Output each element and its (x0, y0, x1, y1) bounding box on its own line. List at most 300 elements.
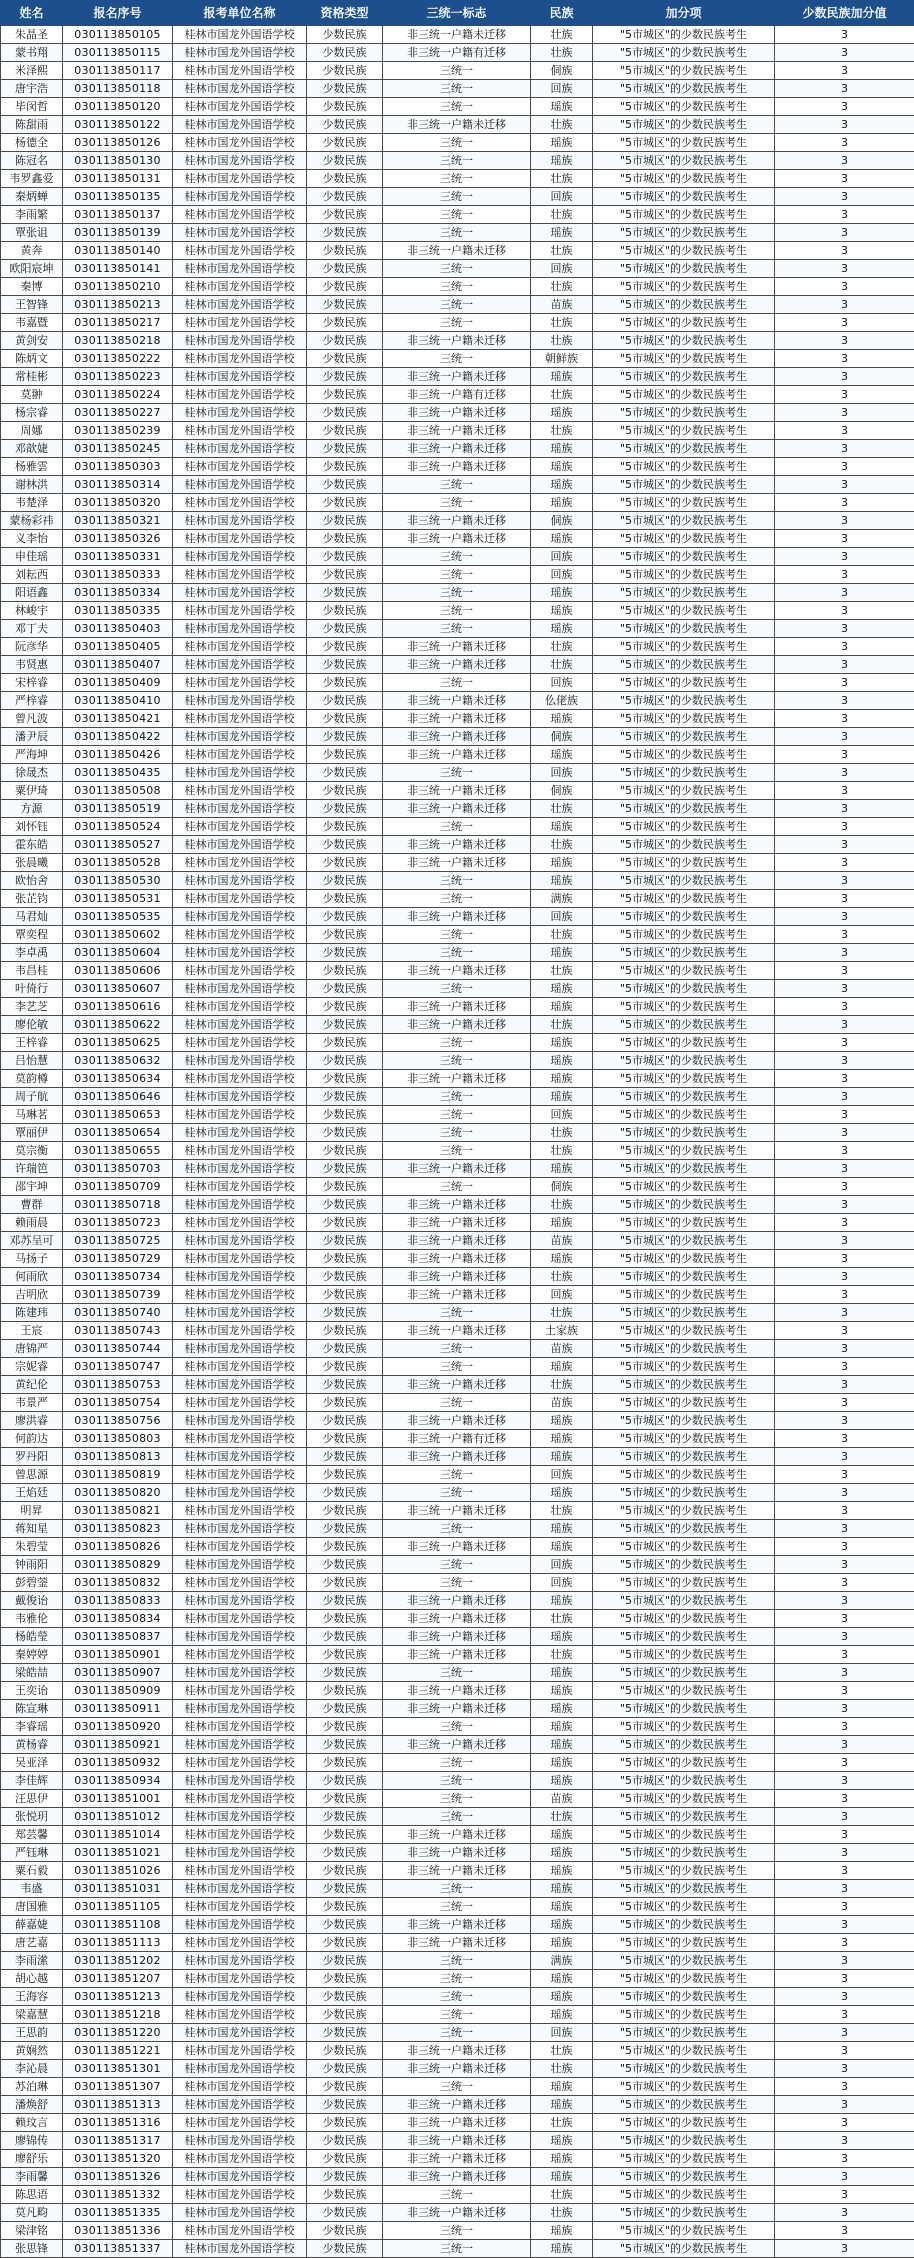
school-cell: 桂林市国龙外国语学校 (173, 1232, 307, 1250)
table-row (1, 1592, 914, 1610)
type-cell: 少数民族 (307, 1808, 383, 1826)
ethnicity-cell: 满族 (531, 890, 593, 908)
ethnicity-cell: 侗族 (531, 728, 593, 746)
bonus-item-cell: "5市城区"的少数民族考生 (593, 1430, 775, 1448)
type-cell: 少数民族 (307, 692, 383, 710)
bonus-item-cell: "5市城区"的少数民族考生 (593, 530, 775, 548)
bonus-item-cell: "5市城区"的少数民族考生 (593, 1376, 775, 1394)
unified-flag-cell: 三统一 (383, 1106, 531, 1124)
bonus-value-cell: 3 (775, 1016, 914, 1034)
name-cell: 蒋知星 (1, 1520, 63, 1538)
school-cell: 桂林市国龙外国语学校 (173, 494, 307, 512)
bonus-item-cell: "5市城区"的少数民族考生 (593, 728, 775, 746)
table-row (1, 2186, 914, 2204)
unified-flag-cell: 非三统一户籍未迁移 (383, 836, 531, 854)
unified-flag-cell: 非三统一户籍未迁移 (383, 1916, 531, 1934)
bonus-value-cell: 3 (775, 1718, 914, 1736)
ethnicity-cell: 壮族 (531, 116, 593, 134)
table-row (1, 296, 914, 314)
bonus-value-cell: 3 (775, 2186, 914, 2204)
reg-no-cell: 030113850911 (63, 1700, 173, 1718)
ethnicity-cell: 瑶族 (531, 1880, 593, 1898)
school-cell: 桂林市国龙外国语学校 (173, 1610, 307, 1628)
school-cell: 桂林市国龙外国语学校 (173, 2168, 307, 2186)
unified-flag-cell: 非三统一户籍未迁移 (383, 998, 531, 1016)
school-cell: 桂林市国龙外国语学校 (173, 1286, 307, 1304)
reg-no-cell: 030113850118 (63, 80, 173, 98)
unified-flag-cell: 非三统一户籍未迁移 (383, 2096, 531, 2114)
unified-flag-cell: 非三统一户籍未迁移 (383, 728, 531, 746)
unified-flag-cell: 三统一 (383, 2024, 531, 2042)
unified-flag-cell: 非三统一户籍未迁移 (383, 2114, 531, 2132)
ethnicity-cell: 瑶族 (531, 1088, 593, 1106)
name-cell: 韦雅伦 (1, 1610, 63, 1628)
name-cell: 罗丹阳 (1, 1448, 63, 1466)
reg-no-cell: 030113850303 (63, 458, 173, 476)
bonus-value-cell: 3 (775, 332, 914, 350)
ethnicity-cell: 瑶族 (531, 1862, 593, 1880)
table-row (1, 1934, 914, 1952)
name-cell: 陈冠名 (1, 152, 63, 170)
bonus-item-cell: "5市城区"的少数民族考生 (593, 836, 775, 854)
name-cell: 陈甜雨 (1, 116, 63, 134)
ethnicity-cell: 瑶族 (531, 1484, 593, 1502)
name-cell: 张晨曦 (1, 854, 63, 872)
school-cell: 桂林市国龙外国语学校 (173, 260, 307, 278)
table-row (1, 1880, 914, 1898)
reg-no-cell: 030113850723 (63, 1214, 173, 1232)
bonus-value-cell: 3 (775, 1700, 914, 1718)
bonus-value-cell: 3 (775, 1214, 914, 1232)
bonus-item-cell: "5市城区"的少数民族考生 (593, 566, 775, 584)
school-cell: 桂林市国龙外国语学校 (173, 2006, 307, 2024)
bonus-item-cell: "5市城区"的少数民族考生 (593, 1808, 775, 1826)
type-cell: 少数民族 (307, 26, 383, 44)
ethnicity-cell: 侗族 (531, 782, 593, 800)
type-cell: 少数民族 (307, 170, 383, 188)
bonus-value-cell: 3 (775, 2078, 914, 2096)
reg-no-cell: 030113850754 (63, 1394, 173, 1412)
reg-no-cell: 030113850654 (63, 1124, 173, 1142)
unified-flag-cell: 非三统一户籍未迁移 (383, 1592, 531, 1610)
unified-flag-cell: 三统一 (383, 152, 531, 170)
unified-flag-cell: 三统一 (383, 2078, 531, 2096)
school-cell: 桂林市国龙外国语学校 (173, 620, 307, 638)
bonus-item-cell: "5市城区"的少数民族考生 (593, 2078, 775, 2096)
reg-no-cell: 030113850333 (63, 566, 173, 584)
name-cell: 张芷钧 (1, 890, 63, 908)
table-row (1, 1988, 914, 2006)
reg-no-cell: 030113850743 (63, 1322, 173, 1340)
ethnicity-cell: 瑶族 (531, 710, 593, 728)
bonus-value-cell: 3 (775, 1772, 914, 1790)
bonus-value-cell: 3 (775, 692, 914, 710)
bonus-item-cell: "5市城区"的少数民族考生 (593, 998, 775, 1016)
bonus-item-cell: "5市城区"的少数民族考生 (593, 80, 775, 98)
bonus-item-cell: "5市城区"的少数民族考生 (593, 818, 775, 836)
name-cell: 周子航 (1, 1088, 63, 1106)
school-cell: 桂林市国龙外国语学校 (173, 44, 307, 62)
reg-no-cell: 030113850901 (63, 1646, 173, 1664)
bonus-value-cell: 3 (775, 2204, 914, 2222)
ethnicity-cell: 回族 (531, 566, 593, 584)
type-cell: 少数民族 (307, 872, 383, 890)
bonus-value-cell: 3 (775, 620, 914, 638)
bonus-value-cell: 3 (775, 1502, 914, 1520)
unified-flag-cell: 非三统一户籍未迁移 (383, 1628, 531, 1646)
table-row (1, 1142, 914, 1160)
unified-flag-cell: 三统一 (383, 566, 531, 584)
type-cell: 少数民族 (307, 962, 383, 980)
type-cell: 少数民族 (307, 1988, 383, 2006)
school-cell: 桂林市国龙外国语学校 (173, 26, 307, 44)
school-cell: 桂林市国龙外国语学校 (173, 890, 307, 908)
type-cell: 少数民族 (307, 584, 383, 602)
bonus-item-cell: "5市城区"的少数民族考生 (593, 692, 775, 710)
school-cell: 桂林市国龙外国语学校 (173, 1466, 307, 1484)
reg-no-cell: 030113850530 (63, 872, 173, 890)
unified-flag-cell: 三统一 (383, 206, 531, 224)
ethnicity-cell: 壮族 (531, 278, 593, 296)
bonus-item-cell: "5市城区"的少数民族考生 (593, 584, 775, 602)
type-cell: 少数民族 (307, 2222, 383, 2240)
type-cell: 少数民族 (307, 404, 383, 422)
school-cell: 桂林市国龙外国语学校 (173, 1916, 307, 1934)
name-cell: 何韵达 (1, 1430, 63, 1448)
type-cell: 少数民族 (307, 620, 383, 638)
ethnicity-cell: 瑶族 (531, 1412, 593, 1430)
school-cell: 桂林市国龙外国语学校 (173, 512, 307, 530)
unified-flag-cell: 三统一 (383, 1664, 531, 1682)
bonus-value-cell: 3 (775, 458, 914, 476)
table-row (1, 1376, 914, 1394)
ethnicity-cell: 瑶族 (531, 2222, 593, 2240)
school-cell: 桂林市国龙外国语学校 (173, 1070, 307, 1088)
bonus-item-cell: "5市城区"的少数民族考生 (593, 1646, 775, 1664)
ethnicity-cell: 壮族 (531, 836, 593, 854)
ethnicity-cell: 壮族 (531, 2204, 593, 2222)
reg-no-cell: 030113851307 (63, 2078, 173, 2096)
reg-no-cell: 030113850753 (63, 1376, 173, 1394)
name-cell: 曾凡波 (1, 710, 63, 728)
bonus-value-cell: 3 (775, 512, 914, 530)
table-row (1, 602, 914, 620)
school-cell: 桂林市国龙外国语学校 (173, 2114, 307, 2132)
ethnicity-cell: 苗族 (531, 1232, 593, 1250)
name-cell: 汪思伊 (1, 1790, 63, 1808)
bonus-item-cell: "5市城区"的少数民族考生 (593, 674, 775, 692)
ethnicity-cell: 瑶族 (531, 440, 593, 458)
reg-no-cell: 030113850120 (63, 98, 173, 116)
table-row (1, 926, 914, 944)
bonus-value-cell: 3 (775, 1484, 914, 1502)
name-cell: 阮彦华 (1, 638, 63, 656)
type-cell: 少数民族 (307, 1232, 383, 1250)
unified-flag-cell: 三统一 (383, 890, 531, 908)
unified-flag-cell: 非三统一户籍未迁移 (383, 908, 531, 926)
bonus-value-cell: 3 (775, 1034, 914, 1052)
unified-flag-cell: 三统一 (383, 548, 531, 566)
unified-flag-cell: 三统一 (383, 1052, 531, 1070)
type-cell: 少数民族 (307, 1664, 383, 1682)
type-cell: 少数民族 (307, 1502, 383, 1520)
bonus-value-cell: 3 (775, 602, 914, 620)
unified-flag-cell: 三统一 (383, 1034, 531, 1052)
unified-flag-cell: 非三统一户籍未迁移 (383, 1412, 531, 1430)
bonus-value-cell: 3 (775, 1124, 914, 1142)
bonus-item-cell: "5市城区"的少数民族考生 (593, 962, 775, 980)
school-cell: 桂林市国龙外国语学校 (173, 476, 307, 494)
ethnicity-cell: 瑶族 (531, 2240, 593, 2258)
bonus-item-cell: "5市城区"的少数民族考生 (593, 1970, 775, 1988)
bonus-value-cell: 3 (775, 1808, 914, 1826)
table-row (1, 2240, 914, 2258)
name-cell: 毕闵哲 (1, 98, 63, 116)
name-cell: 陈宣琳 (1, 1700, 63, 1718)
ethnicity-cell: 壮族 (531, 656, 593, 674)
bonus-value-cell: 3 (775, 1754, 914, 1772)
type-cell: 少数民族 (307, 1826, 383, 1844)
bonus-value-cell: 3 (775, 206, 914, 224)
table-row (1, 98, 914, 116)
name-cell: 陈建玮 (1, 1304, 63, 1322)
table-row (1, 1808, 914, 1826)
bonus-value-cell: 3 (775, 962, 914, 980)
name-cell: 唐锦严 (1, 1340, 63, 1358)
bonus-value-cell: 3 (775, 1250, 914, 1268)
unified-flag-cell: 非三统一户籍未迁移 (383, 242, 531, 260)
name-cell: 韦贤惠 (1, 656, 63, 674)
bonus-item-cell: "5市城区"的少数民族考生 (593, 1682, 775, 1700)
ethnicity-cell: 苗族 (531, 1340, 593, 1358)
name-cell: 唐艺嘉 (1, 1934, 63, 1952)
name-cell: 朱晶圣 (1, 26, 63, 44)
table-row (1, 1196, 914, 1214)
ethnicity-cell: 瑶族 (531, 980, 593, 998)
school-cell: 桂林市国龙外国语学校 (173, 1934, 307, 1952)
unified-flag-cell: 非三统一户籍未迁移 (383, 1700, 531, 1718)
bonus-item-cell: "5市城区"的少数民族考生 (593, 1718, 775, 1736)
school-cell: 桂林市国龙外国语学校 (173, 278, 307, 296)
bonus-value-cell: 3 (775, 386, 914, 404)
name-cell: 吴亚泽 (1, 1754, 63, 1772)
table-row (1, 116, 914, 134)
type-cell: 少数民族 (307, 2042, 383, 2060)
type-cell: 少数民族 (307, 1376, 383, 1394)
bonus-item-cell: "5市城区"的少数民族考生 (593, 1952, 775, 1970)
table-row (1, 1664, 914, 1682)
bonus-value-cell: 3 (775, 278, 914, 296)
bonus-value-cell: 3 (775, 566, 914, 584)
unified-flag-cell: 非三统一户籍未迁移 (383, 1286, 531, 1304)
reg-no-cell: 030113851031 (63, 1880, 173, 1898)
bonus-value-cell: 3 (775, 1646, 914, 1664)
table-row (1, 1952, 914, 1970)
name-cell: 秦婷婷 (1, 1646, 63, 1664)
table-row (1, 314, 914, 332)
unified-flag-cell: 三统一 (383, 2186, 531, 2204)
name-cell: 苏泊琳 (1, 2078, 63, 2096)
name-cell: 王焰廷 (1, 1484, 63, 1502)
reg-no-cell: 030113850734 (63, 1268, 173, 1286)
bonus-item-cell: "5市城区"的少数民族考生 (593, 2222, 775, 2240)
header-type: 资格类型 (307, 1, 383, 26)
bonus-value-cell: 3 (775, 1538, 914, 1556)
bonus-item-cell: "5市城区"的少数民族考生 (593, 1358, 775, 1376)
school-cell: 桂林市国龙外国语学校 (173, 1736, 307, 1754)
type-cell: 少数民族 (307, 2060, 383, 2078)
table-row (1, 1826, 914, 1844)
school-cell: 桂林市国龙外国语学校 (173, 1826, 307, 1844)
school-cell: 桂林市国龙外国语学校 (173, 1538, 307, 1556)
school-cell: 桂林市国龙外国语学校 (173, 980, 307, 998)
name-cell: 韦景严 (1, 1394, 63, 1412)
table-row (1, 1646, 914, 1664)
table-row (1, 1394, 914, 1412)
unified-flag-cell: 非三统一户籍未迁移 (383, 854, 531, 872)
ethnicity-cell: 回族 (531, 80, 593, 98)
bonus-value-cell: 3 (775, 1988, 914, 2006)
reg-no-cell: 030113851221 (63, 2042, 173, 2060)
ethnicity-cell: 苗族 (531, 1790, 593, 1808)
reg-no-cell: 030113851335 (63, 2204, 173, 2222)
name-cell: 王海容 (1, 1988, 63, 2006)
school-cell: 桂林市国龙外国语学校 (173, 1502, 307, 1520)
bonus-value-cell: 3 (775, 2042, 914, 2060)
type-cell: 少数民族 (307, 656, 383, 674)
bonus-value-cell: 3 (775, 1556, 914, 1574)
unified-flag-cell: 非三统一户籍未迁移 (383, 1736, 531, 1754)
ethnicity-cell: 瑶族 (531, 1070, 593, 1088)
table-row (1, 530, 914, 548)
school-cell: 桂林市国龙外国语学校 (173, 800, 307, 818)
school-cell: 桂林市国龙外国语学校 (173, 350, 307, 368)
bonus-item-cell: "5市城区"的少数民族考生 (593, 1844, 775, 1862)
name-cell: 黄奔 (1, 242, 63, 260)
reg-no-cell: 030113851014 (63, 1826, 173, 1844)
type-cell: 少数民族 (307, 1448, 383, 1466)
table-row (1, 2078, 914, 2096)
unified-flag-cell: 非三统一户籍未迁移 (383, 800, 531, 818)
school-cell: 桂林市国龙外国语学校 (173, 908, 307, 926)
table-row (1, 638, 914, 656)
bonus-item-cell: "5市城区"的少数民族考生 (593, 1286, 775, 1304)
reg-no-cell: 030113850744 (63, 1340, 173, 1358)
bonus-item-cell: "5市城区"的少数民族考生 (593, 2132, 775, 2150)
ethnicity-cell: 瑶族 (531, 134, 593, 152)
table-row (1, 1286, 914, 1304)
name-cell: 刘怀钰 (1, 818, 63, 836)
school-cell: 桂林市国龙外国语学校 (173, 1664, 307, 1682)
name-cell: 梁皓喆 (1, 1664, 63, 1682)
name-cell: 粟伊琦 (1, 782, 63, 800)
ethnicity-cell: 瑶族 (531, 1592, 593, 1610)
name-cell: 秦博 (1, 278, 63, 296)
ethnicity-cell: 壮族 (531, 332, 593, 350)
ethnicity-cell: 壮族 (531, 1016, 593, 1034)
name-cell: 覃张诅 (1, 224, 63, 242)
table-row (1, 1214, 914, 1232)
table-row (1, 1520, 914, 1538)
ethnicity-cell: 壮族 (531, 2114, 593, 2132)
school-cell: 桂林市国龙外国语学校 (173, 1556, 307, 1574)
ethnicity-cell: 瑶族 (531, 1898, 593, 1916)
bonus-value-cell: 3 (775, 638, 914, 656)
bonus-item-cell: "5市城区"的少数民族考生 (593, 2006, 775, 2024)
reg-no-cell: 030113850524 (63, 818, 173, 836)
bonus-value-cell: 3 (775, 2096, 914, 2114)
bonus-value-cell: 3 (775, 2168, 914, 2186)
unified-flag-cell: 非三统一户籍未迁移 (383, 746, 531, 764)
reg-no-cell: 030113851336 (63, 2222, 173, 2240)
ethnicity-cell: 侗族 (531, 512, 593, 530)
table-row (1, 476, 914, 494)
table-row (1, 134, 914, 152)
table-row (1, 944, 914, 962)
bonus-value-cell: 3 (775, 710, 914, 728)
reg-no-cell: 030113851313 (63, 2096, 173, 2114)
reg-no-cell: 030113851218 (63, 2006, 173, 2024)
table-row (1, 386, 914, 404)
school-cell: 桂林市国龙外国语学校 (173, 1250, 307, 1268)
school-cell: 桂林市国龙外国语学校 (173, 170, 307, 188)
bonus-item-cell: "5市城区"的少数民族考生 (593, 1592, 775, 1610)
school-cell: 桂林市国龙外国语学校 (173, 98, 307, 116)
bonus-item-cell: "5市城区"的少数民族考生 (593, 1754, 775, 1772)
bonus-item-cell: "5市城区"的少数民族考生 (593, 1070, 775, 1088)
ethnicity-cell: 壮族 (531, 206, 593, 224)
unified-flag-cell: 非三统一户籍未迁移 (383, 422, 531, 440)
unified-flag-cell: 非三统一户籍未迁移 (383, 1376, 531, 1394)
name-cell: 粟石毅 (1, 1862, 63, 1880)
type-cell: 少数民族 (307, 116, 383, 134)
table-row (1, 1790, 914, 1808)
reg-no-cell: 030113850729 (63, 1250, 173, 1268)
reg-no-cell: 030113850407 (63, 656, 173, 674)
unified-flag-cell: 非三统一户籍未迁移 (383, 26, 531, 44)
ethnicity-cell: 壮族 (531, 26, 593, 44)
type-cell: 少数民族 (307, 1682, 383, 1700)
bonus-item-cell: "5市城区"的少数民族考生 (593, 1322, 775, 1340)
ethnicity-cell: 瑶族 (531, 1664, 593, 1682)
school-cell: 桂林市国龙外国语学校 (173, 2060, 307, 2078)
bonus-item-cell: "5市城区"的少数民族考生 (593, 1736, 775, 1754)
ethnicity-cell: 瑶族 (531, 854, 593, 872)
name-cell: 秦炳蝉 (1, 188, 63, 206)
type-cell: 少数民族 (307, 1340, 383, 1358)
reg-no-cell: 030113850314 (63, 476, 173, 494)
reg-no-cell: 030113850837 (63, 1628, 173, 1646)
type-cell: 少数民族 (307, 1754, 383, 1772)
ethnicity-cell: 瑶族 (531, 944, 593, 962)
bonus-item-cell: "5市城区"的少数民族考生 (593, 764, 775, 782)
ethnicity-cell: 朝鲜族 (531, 350, 593, 368)
bonus-value-cell: 3 (775, 1952, 914, 1970)
type-cell: 少数民族 (307, 1466, 383, 1484)
reg-no-cell: 030113851326 (63, 2168, 173, 2186)
reg-no-cell: 030113850217 (63, 314, 173, 332)
name-cell: 蒙杨彩祎 (1, 512, 63, 530)
table-row (1, 1160, 914, 1178)
type-cell: 少数民族 (307, 1268, 383, 1286)
bonus-value-cell: 3 (775, 1628, 914, 1646)
ethnicity-cell: 回族 (531, 908, 593, 926)
ethnicity-cell: 瑶族 (531, 584, 593, 602)
ethnicity-cell: 土家族 (531, 1322, 593, 1340)
name-cell: 杨宗睿 (1, 404, 63, 422)
name-cell: 朱碧莹 (1, 1538, 63, 1556)
table-row (1, 1844, 914, 1862)
